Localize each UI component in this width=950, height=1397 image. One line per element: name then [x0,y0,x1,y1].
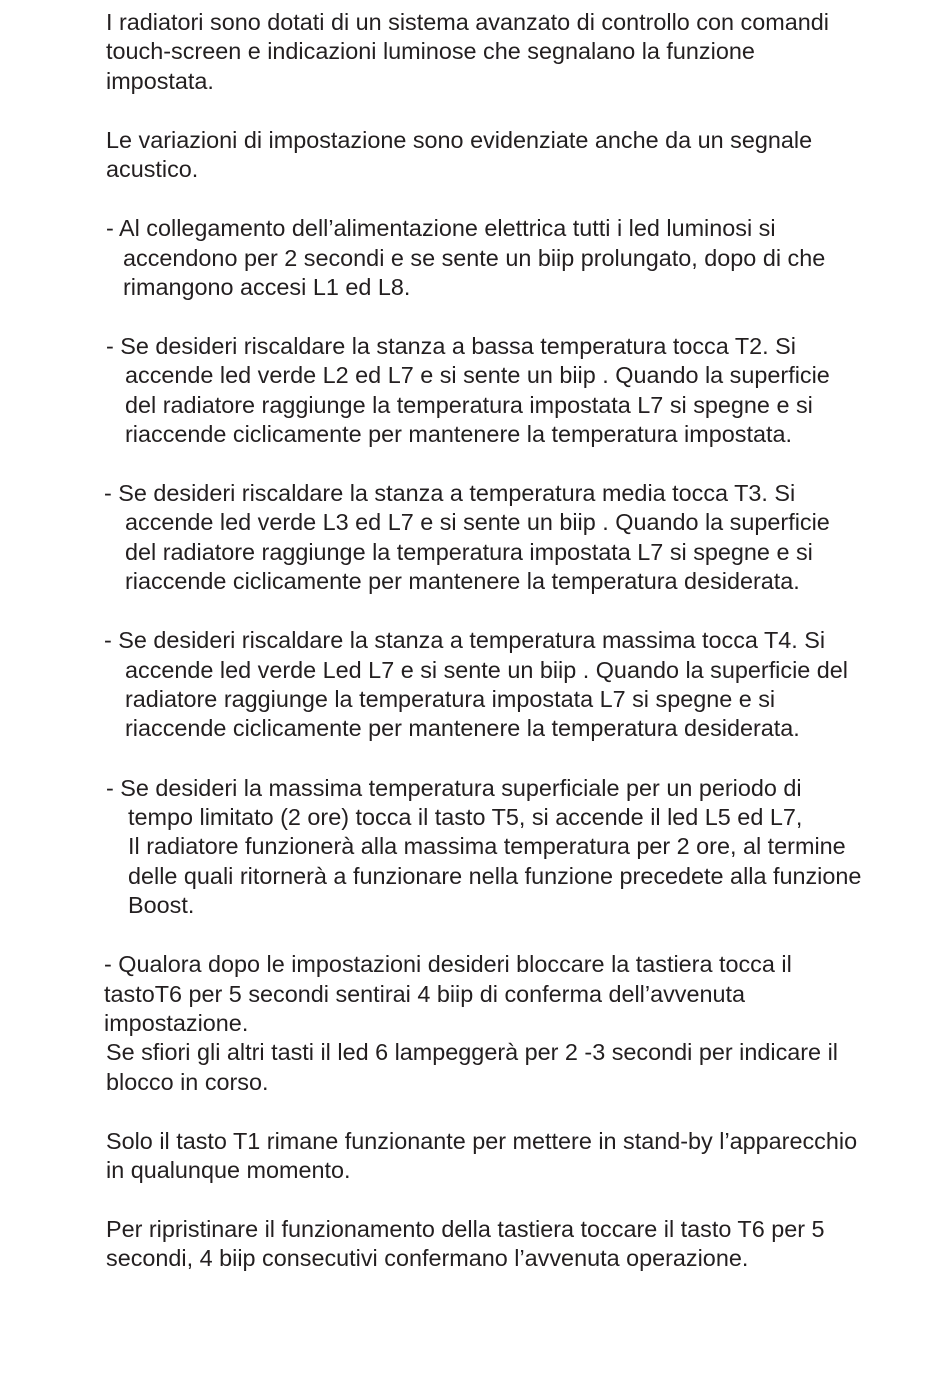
text-line: accende led verde L3 ed L7 e si sente un biip . Quando la superficie [125,509,830,535]
text-line: delle quali ritornerà a funzionare nella funzione precedete alla funzione [128,863,862,889]
text-line: impostazione. [104,1010,249,1036]
text-line: - Al collegamento dell’alimentazione elettrica tutti i led luminosi si [106,215,776,241]
text-line: Per ripristinare il funzionamento della tastiera toccare il tasto T6 per 5 [106,1216,825,1242]
text-line: Solo il tasto T1 rimane funzionante per mettere in stand-by l’apparecchio [106,1128,858,1154]
text-line: riaccende ciclicamente per mantenere la temperatura desiderata. [125,568,800,594]
text-line: radiatore raggiunge la temperatura impostata L7 si spegne e si [125,686,776,712]
text-line: riaccende ciclicamente per mantenere la temperatura impostata. [125,421,792,447]
text-line: impostata. [106,68,214,94]
text-line: riaccende ciclicamente per mantenere la temperatura desiderata. [125,715,800,741]
text-line: accende led verde Led L7 e si sente un biip . Quando la superficie del [125,657,848,683]
text-line: Se sfiori gli altri tasti il led 6 lampeggerà per 2 -3 secondi per indicare il [106,1039,838,1065]
text-line: blocco in corso. [106,1069,269,1095]
text-line: del radiatore raggiunge la temperatura impostata L7 si spegne e si [125,392,813,418]
text-line: touch-screen e indicazioni luminose che segnalano la funzione [106,38,755,64]
text-line: - Se desideri riscaldare la stanza a temperatura media tocca T3. Si [104,480,796,506]
text-line: - Se desideri la massima temperatura superficiale per un periodo di [106,775,802,801]
text-line: Il radiatore funzionerà alla massima temperatura per 2 ore, al termine [128,833,846,859]
text-line: accende led verde L2 ed L7 e si sente un biip . Quando la superficie [125,362,830,388]
text-line: tastoT6 per 5 secondi sentirai 4 biip di conferma dell’avvenuta [104,981,746,1007]
text-line: - Se desideri riscaldare la stanza a temperatura massima tocca T4. Si [104,627,826,653]
text-line: - Se desideri riscaldare la stanza a bassa temperatura tocca T2. Si [106,333,796,359]
text-line: Le variazioni di impostazione sono evidenziate anche da un segnale [106,127,813,153]
text-line: acustico. [106,156,199,182]
text-line: Boost. [128,892,195,918]
text-line: - Qualora dopo le impostazioni desideri bloccare la tastiera tocca il [104,951,792,977]
text-line: del radiatore raggiunge la temperatura impostata L7 si spegne e si [125,539,813,565]
text-line: rimangono accesi L1 ed L8. [123,274,411,300]
text-line: in qualunque momento. [106,1157,351,1183]
text-line: tempo limitato (2 ore) tocca il tasto T5, si accende il led L5 ed L7, [128,804,803,830]
text-line: secondi, 4 biip consecutivi confermano l’avvenuta operazione. [106,1245,749,1271]
text-line: accendono per 2 secondi e se sente un biip prolungato, dopo di che [123,245,826,271]
text-line: I radiatori sono dotati di un sistema avanzato di controllo con comandi [106,9,829,35]
